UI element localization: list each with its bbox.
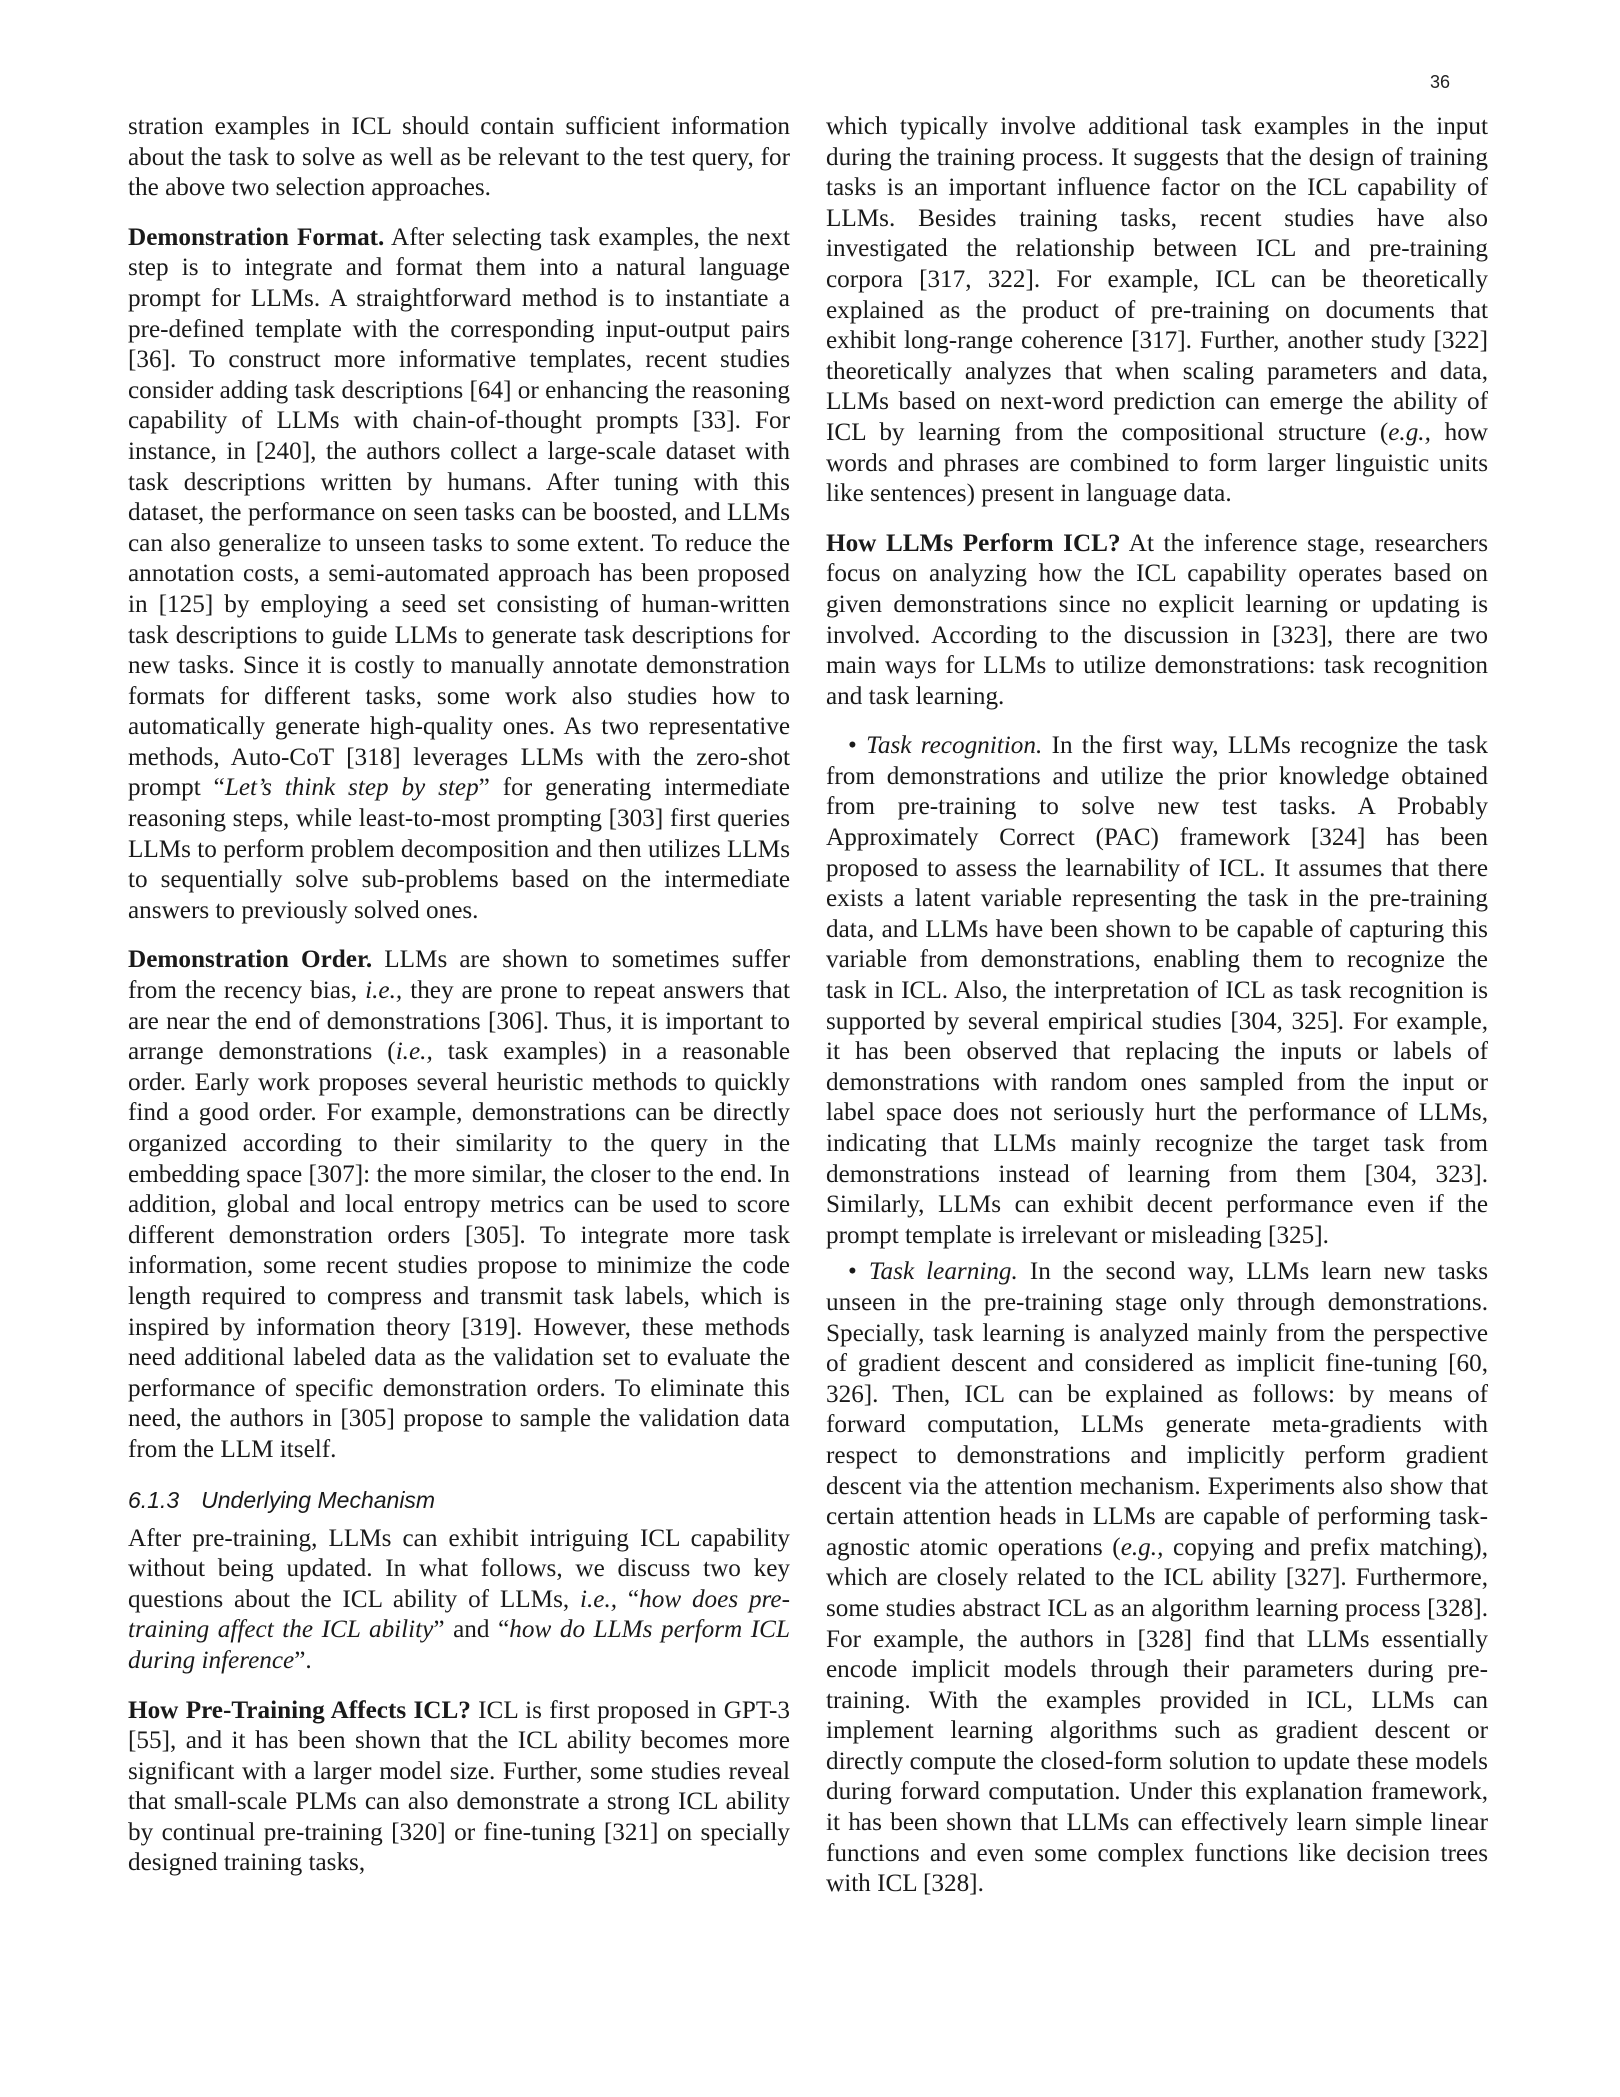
bullet-paragraph bbox=[826, 1257, 1488, 1899]
emphasis-text: e.g., bbox=[1388, 418, 1431, 446]
paragraph bbox=[128, 1696, 790, 1880]
body-text: • bbox=[848, 1258, 869, 1286]
body-text: ICL is first proposed in GPT-3 [55], and it has been shown that the ICL ability becomes more significant with a larger model size. Further, some studies reveal that small-scale PLMs can also demonstrate a strong ICL ability by continual pre-training [320] or fine-tuning [321] on specially designed training tasks, bbox=[128, 1696, 790, 1877]
emphasis-text: how do LLMs perform ICL during inference bbox=[128, 1616, 790, 1674]
emphasis-text: how does pre-training affect the ICL ability bbox=[128, 1585, 790, 1644]
section-title: Underlying Mechanism bbox=[201, 1486, 436, 1513]
right-column bbox=[826, 112, 1488, 1919]
paragraph bbox=[128, 1524, 790, 1677]
body-text: ” for generating intermediate reasoning steps, while least-to-most prompting [303] first queries LLMs to perform problem decomposition and then utilizes LLMs to sequentially solve sub-problems based on the intermediate answers to previously solved ones. bbox=[128, 774, 790, 924]
body-text: At the inference stage, researchers focus on analyzing how the ICL capability operates based on given demonstrations since no explicit learning or updating is involved. According to the discussion in [323], there are two main ways for LLMs to utilize demonstrations: task recognition and task learning. bbox=[826, 529, 1488, 710]
body-text: • bbox=[848, 732, 867, 760]
emphasis-text: e.g., bbox=[1120, 1533, 1164, 1561]
body-text: “ bbox=[617, 1585, 640, 1613]
body-text: After selecting task examples, the next step is to integrate and format them into a natural language prompt for LLMs. A straightforward method is to instantiate a pre-defined template with the corresponding input-output pairs [36]. To construct more informative templates, recent studies consider adding task descriptions [64] or enhancing the reasoning capability of LLMs with chain-of-thought prompts [33]. For instance, in [240], the authors collect a large-scale dataset with task descriptions written by humans. After tuning with this dataset, the performance on seen tasks can be boosted, and LLMs can also generalize to unseen tasks to some extent. To reduce the annotation costs, a semi-automated approach has been proposed in [125] by employing a seed set consisting of human-written task descriptions to guide LLMs to generate task descriptions for new tasks. Since it is costly to manually annotate demonstration formats for different tasks, some work also studies how to automatically generate high-quality ones. As two representative methods, Auto-CoT [318] leverages LLMs with the zero-shot prompt “ bbox=[128, 223, 790, 802]
emphasis-text: i.e., bbox=[580, 1585, 618, 1613]
paragraph bbox=[128, 945, 790, 1465]
body-text: After pre-training, LLMs can exhibit intriguing ICL capability without being updated. In what follows, we discuss two key questions about the ICL ability of LLMs, bbox=[128, 1524, 790, 1613]
bullet-paragraph bbox=[826, 731, 1488, 1251]
emphasis-text: Let’s think step by step bbox=[224, 774, 479, 802]
body-text: ” and “ bbox=[433, 1616, 510, 1644]
paragraph-heading: Demonstration Format. bbox=[128, 223, 385, 251]
body-text: how words and phrases are combined to form larger linguistic units like sentences) present in language data. bbox=[826, 418, 1488, 508]
paragraph bbox=[826, 529, 1488, 713]
body-text: ”. bbox=[294, 1646, 312, 1674]
page-number: 36 bbox=[1429, 72, 1450, 92]
paragraph-heading: How LLMs Perform ICL? bbox=[826, 529, 1121, 557]
body-text: In the first way, LLMs recognize the task from demonstrations and utilize the prior knowledge obtained from pre-training to solve new test tasks. A Probably Approximately Correct (PAC) framework [324] has been proposed to assess the learnability of ICL. It assumes that there exists a latent variable representing the task in the pre-training data, and LLMs have been shown to be capable of capturing this variable from demonstrations, enabling them to recognize the task in ICL. Also, the interpretation of ICL as task recognition is supported by several empirical studies [304, 325]. For example, it has been observed that replacing the inputs or labels of demonstrations with random ones sampled from the input or label space does not seriously hurt the performance of LLMs, indicating that LLMs mainly recognize the target task from demonstrations instead of learning from them [304, 323]. Similarly, LLMs can exhibit decent performance even if the prompt template is irrelevant or misleading [325]. bbox=[826, 732, 1488, 1249]
body-text: copying and prefix matching), which are closely related to the ICL ability [327]. Furthermore, some studies abstract ICL as an algorithm learning process [328]. For example, the authors in [328] find that LLMs essentially encode implicit models through their parameters during pre-training. With the examples provided in ICL, LLMs can implement learning algorithms such as gradient descent or directly compute the closed-form solution to update these models during forward computation. Under this explanation framework, it has been shown that LLMs can effectively learn simple linear functions and even some complex functions like decision trees with ICL [328]. bbox=[826, 1533, 1488, 1898]
emphasis-text: Task learning. bbox=[868, 1258, 1018, 1286]
body-text: LLMs are shown to sometimes suffer from the recency bias, bbox=[128, 946, 790, 1005]
body-text: In the second way, LLMs learn new tasks unseen in the pre-training stage only through demonstrations. Specially, task learning is analyzed mainly from the perspective of gradient descent and considered as implicit fine-tuning [60, 326]. Then, ICL can be explained as follows: by means of forward computation, LLMs generate meta-gradients with respect to demonstrations and implicitly perform gradient descent via the attention mechanism. Experiments also show that certain attention heads in LLMs are capable of performing task-agnostic atomic operations ( bbox=[826, 1258, 1488, 1561]
paragraph bbox=[128, 112, 790, 204]
body-text: stration examples in ICL should contain sufficient information about the task to solve as well as be relevant to the test query, for the above two selection approaches. bbox=[128, 113, 790, 202]
paragraph-heading: How Pre-Training Affects ICL? bbox=[128, 1696, 471, 1724]
body-text: task examples) in a reasonable order. Early work proposes several heuristic methods to quickly find a good order. For example, demonstrations can be directly organized according to their similarity to the query in the embedding space [307]: the more similar, the closer to the end. In addition, global and local entropy metrics can be used to score different demonstration orders [305]. To integrate more task information, some recent studies propose to minimize the code length required to compress and transmit task labels, which is inspired by information theory [319]. However, these methods need additional labeled data as the validation set to evaluate the performance of specific demonstration orders. To eliminate this need, the authors in [305] propose to sample the validation data from the LLM itself. bbox=[128, 1038, 790, 1463]
emphasis-text: i.e., bbox=[395, 1038, 433, 1066]
paragraph-heading: Demonstration Order. bbox=[128, 946, 373, 974]
emphasis-text: Task recognition. bbox=[866, 732, 1043, 760]
left-column bbox=[128, 112, 790, 1898]
section-heading bbox=[128, 1485, 790, 1515]
body-text: which typically involve additional task examples in the input during the training process. It suggests that the design of training tasks is an important influence factor on the ICL capability of LLMs. Besides training tasks, recent studies have also investigated the relationship between ICL and pre-training corpora [317, 322]. For example, ICL can be theoretically explained as the product of pre-training on documents that exhibit long-range coherence [317]. Further, another study [322] theoretically analyzes that when scaling parameters and data, LLMs based on next-word prediction can emerge the ability of ICL by learning from the compositional structure ( bbox=[826, 113, 1488, 446]
emphasis-text: i.e., bbox=[365, 977, 403, 1005]
section-number: 6.1.3 bbox=[128, 1486, 180, 1513]
paragraph bbox=[128, 223, 790, 927]
body-text: they are prone to repeat answers that are near the end of demonstrations [306]. Thus, it is important to arrange demonstrations ( bbox=[128, 977, 790, 1066]
paragraph bbox=[826, 112, 1488, 510]
